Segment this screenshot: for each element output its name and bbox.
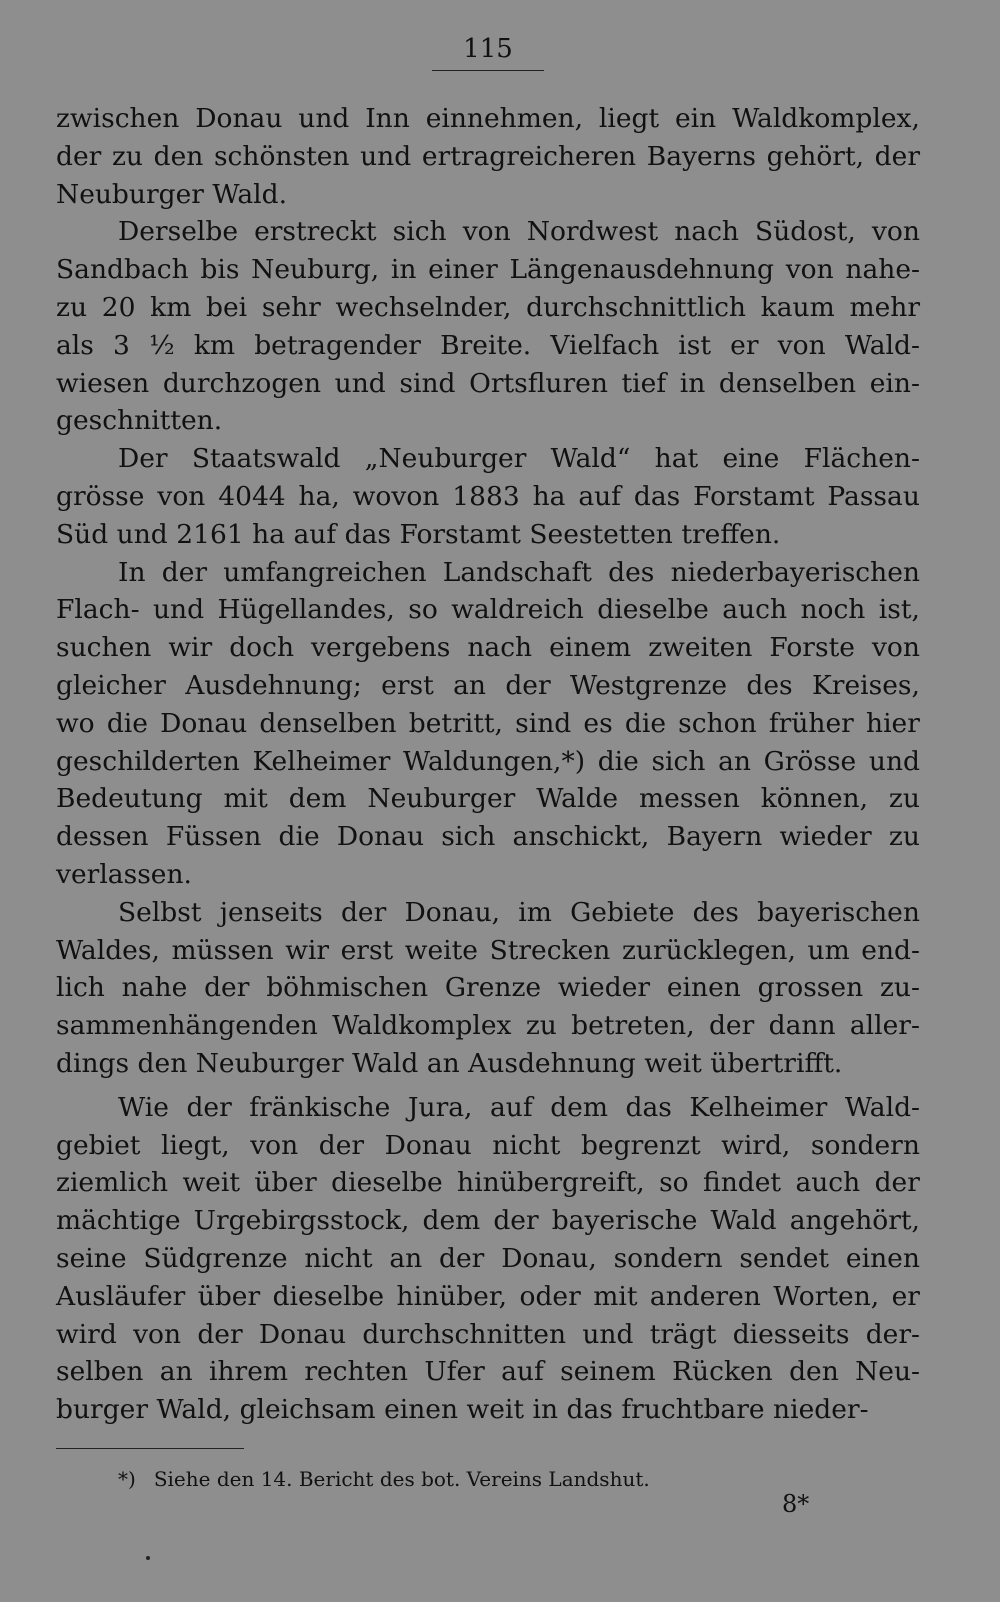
text-line: verlassen.	[56, 858, 192, 890]
text-line: geschilderten Kelheimer Waldungen,*) die sich an Grösse und	[56, 745, 920, 777]
footnote-text: Siehe den 14. Bericht des bot. Vereins Landshut.	[153, 1467, 650, 1491]
text-line: grösse von 4044 ha, wovon 1883 ha auf das Forstamt Passau	[56, 480, 920, 512]
printer-signature: 8*	[782, 1490, 810, 1518]
footnote-divider	[56, 1448, 244, 1449]
text-line: zu 20 km bei sehr wechselnder, durchschnittlich kaum mehr	[56, 291, 920, 323]
page-number: 115	[432, 34, 544, 71]
text-line: geschnitten.	[56, 405, 223, 437]
text-line: zwischen Donau und Inn einnehmen, liegt ein Waldkomplex,	[56, 103, 920, 134]
text-line: dessen Füssen die Donau sich anschickt, Bayern wieder zu	[56, 821, 920, 853]
body-text	[56, 100, 920, 1429]
text-line: Selbst jenseits der Donau, im Gebiete des bayerischen	[118, 896, 920, 928]
paragraph	[56, 100, 920, 213]
text-line: Waldes, müssen wir erst weite Strecken zurücklegen, um end-	[56, 934, 920, 966]
text-line: Sandbach bis Neuburg, in einer Längenausdehnung von nahe-	[56, 254, 920, 286]
paragraph	[56, 894, 920, 1083]
footnote-mark: *)	[118, 1467, 136, 1491]
text-line: gebiet liegt, von der Donau nicht begrenzt wird, sondern	[56, 1129, 920, 1161]
paragraph	[56, 440, 920, 553]
text-line: Flach- und Hügellandes, so waldreich dieselbe auch noch ist,	[56, 594, 920, 626]
text-line: Neuburger Wald.	[56, 178, 288, 210]
footnote	[118, 1466, 650, 1492]
text-line: wo die Donau denselben betritt, sind es die schon früher hier	[56, 707, 920, 739]
text-line: Süd und 2161 ha auf das Forstamt Seestetten treffen.	[56, 518, 781, 550]
text-line: ziemlich weit über dieselbe hinübergreift, so findet auch der	[56, 1167, 920, 1199]
text-line: In der umfangreichen Landschaft des niederbayerischen	[118, 556, 920, 588]
text-line: sammenhängenden Waldkomplex zu betreten, der dann aller-	[56, 1010, 920, 1042]
text-line: als 3 ½ km betragender Breite. Vielfach ist er von Wald-	[56, 329, 920, 361]
text-line: burger Wald, gleichsam einen weit in das fruchtbare nieder-	[56, 1394, 869, 1426]
text-line: gleicher Ausdehnung; erst an der Westgrenze des Kreises,	[56, 669, 920, 701]
text-line: dings den Neuburger Wald an Ausdehnung weit übertrifft.	[56, 1047, 843, 1079]
text-line: Wie der fränkische Jura, auf dem das Kelheimer Wald-	[118, 1091, 920, 1123]
text-line: der zu den schönsten und ertragreicheren Bayerns gehört, der	[56, 140, 920, 172]
text-line: wiesen durchzogen und sind Ortsfluren tief in denselben ein-	[56, 367, 920, 399]
text-line: Der Staatswald „Neuburger Wald“ hat eine Flächen-	[118, 443, 920, 475]
text-line: Bedeutung mit dem Neuburger Walde messen können, zu	[56, 783, 920, 815]
text-line: seine Südgrenze nicht an der Donau, sondern sendet einen	[56, 1242, 920, 1274]
paper-speck	[146, 1556, 150, 1560]
text-line: Derselbe erstreckt sich von Nordwest nach Südost, von	[118, 216, 920, 248]
text-line: mächtige Urgebirgsstock, dem der bayerische Wald angehört,	[56, 1205, 920, 1237]
paragraph	[56, 213, 920, 440]
text-line: suchen wir doch vergebens nach einem zweiten Forste von	[56, 632, 920, 664]
text-line: selben an ihrem rechten Ufer auf seinem Rücken den Neu-	[56, 1356, 920, 1388]
text-line: Ausläufer über dieselbe hinüber, oder mit anderen Worten, er	[56, 1280, 920, 1312]
text-line: lich nahe der böhmischen Grenze wieder einen grossen zu-	[56, 972, 920, 1004]
paragraph	[56, 554, 920, 894]
text-line: wird von der Donau durchschnitten und trägt diesseits der-	[56, 1318, 920, 1350]
paragraph	[56, 1089, 920, 1429]
